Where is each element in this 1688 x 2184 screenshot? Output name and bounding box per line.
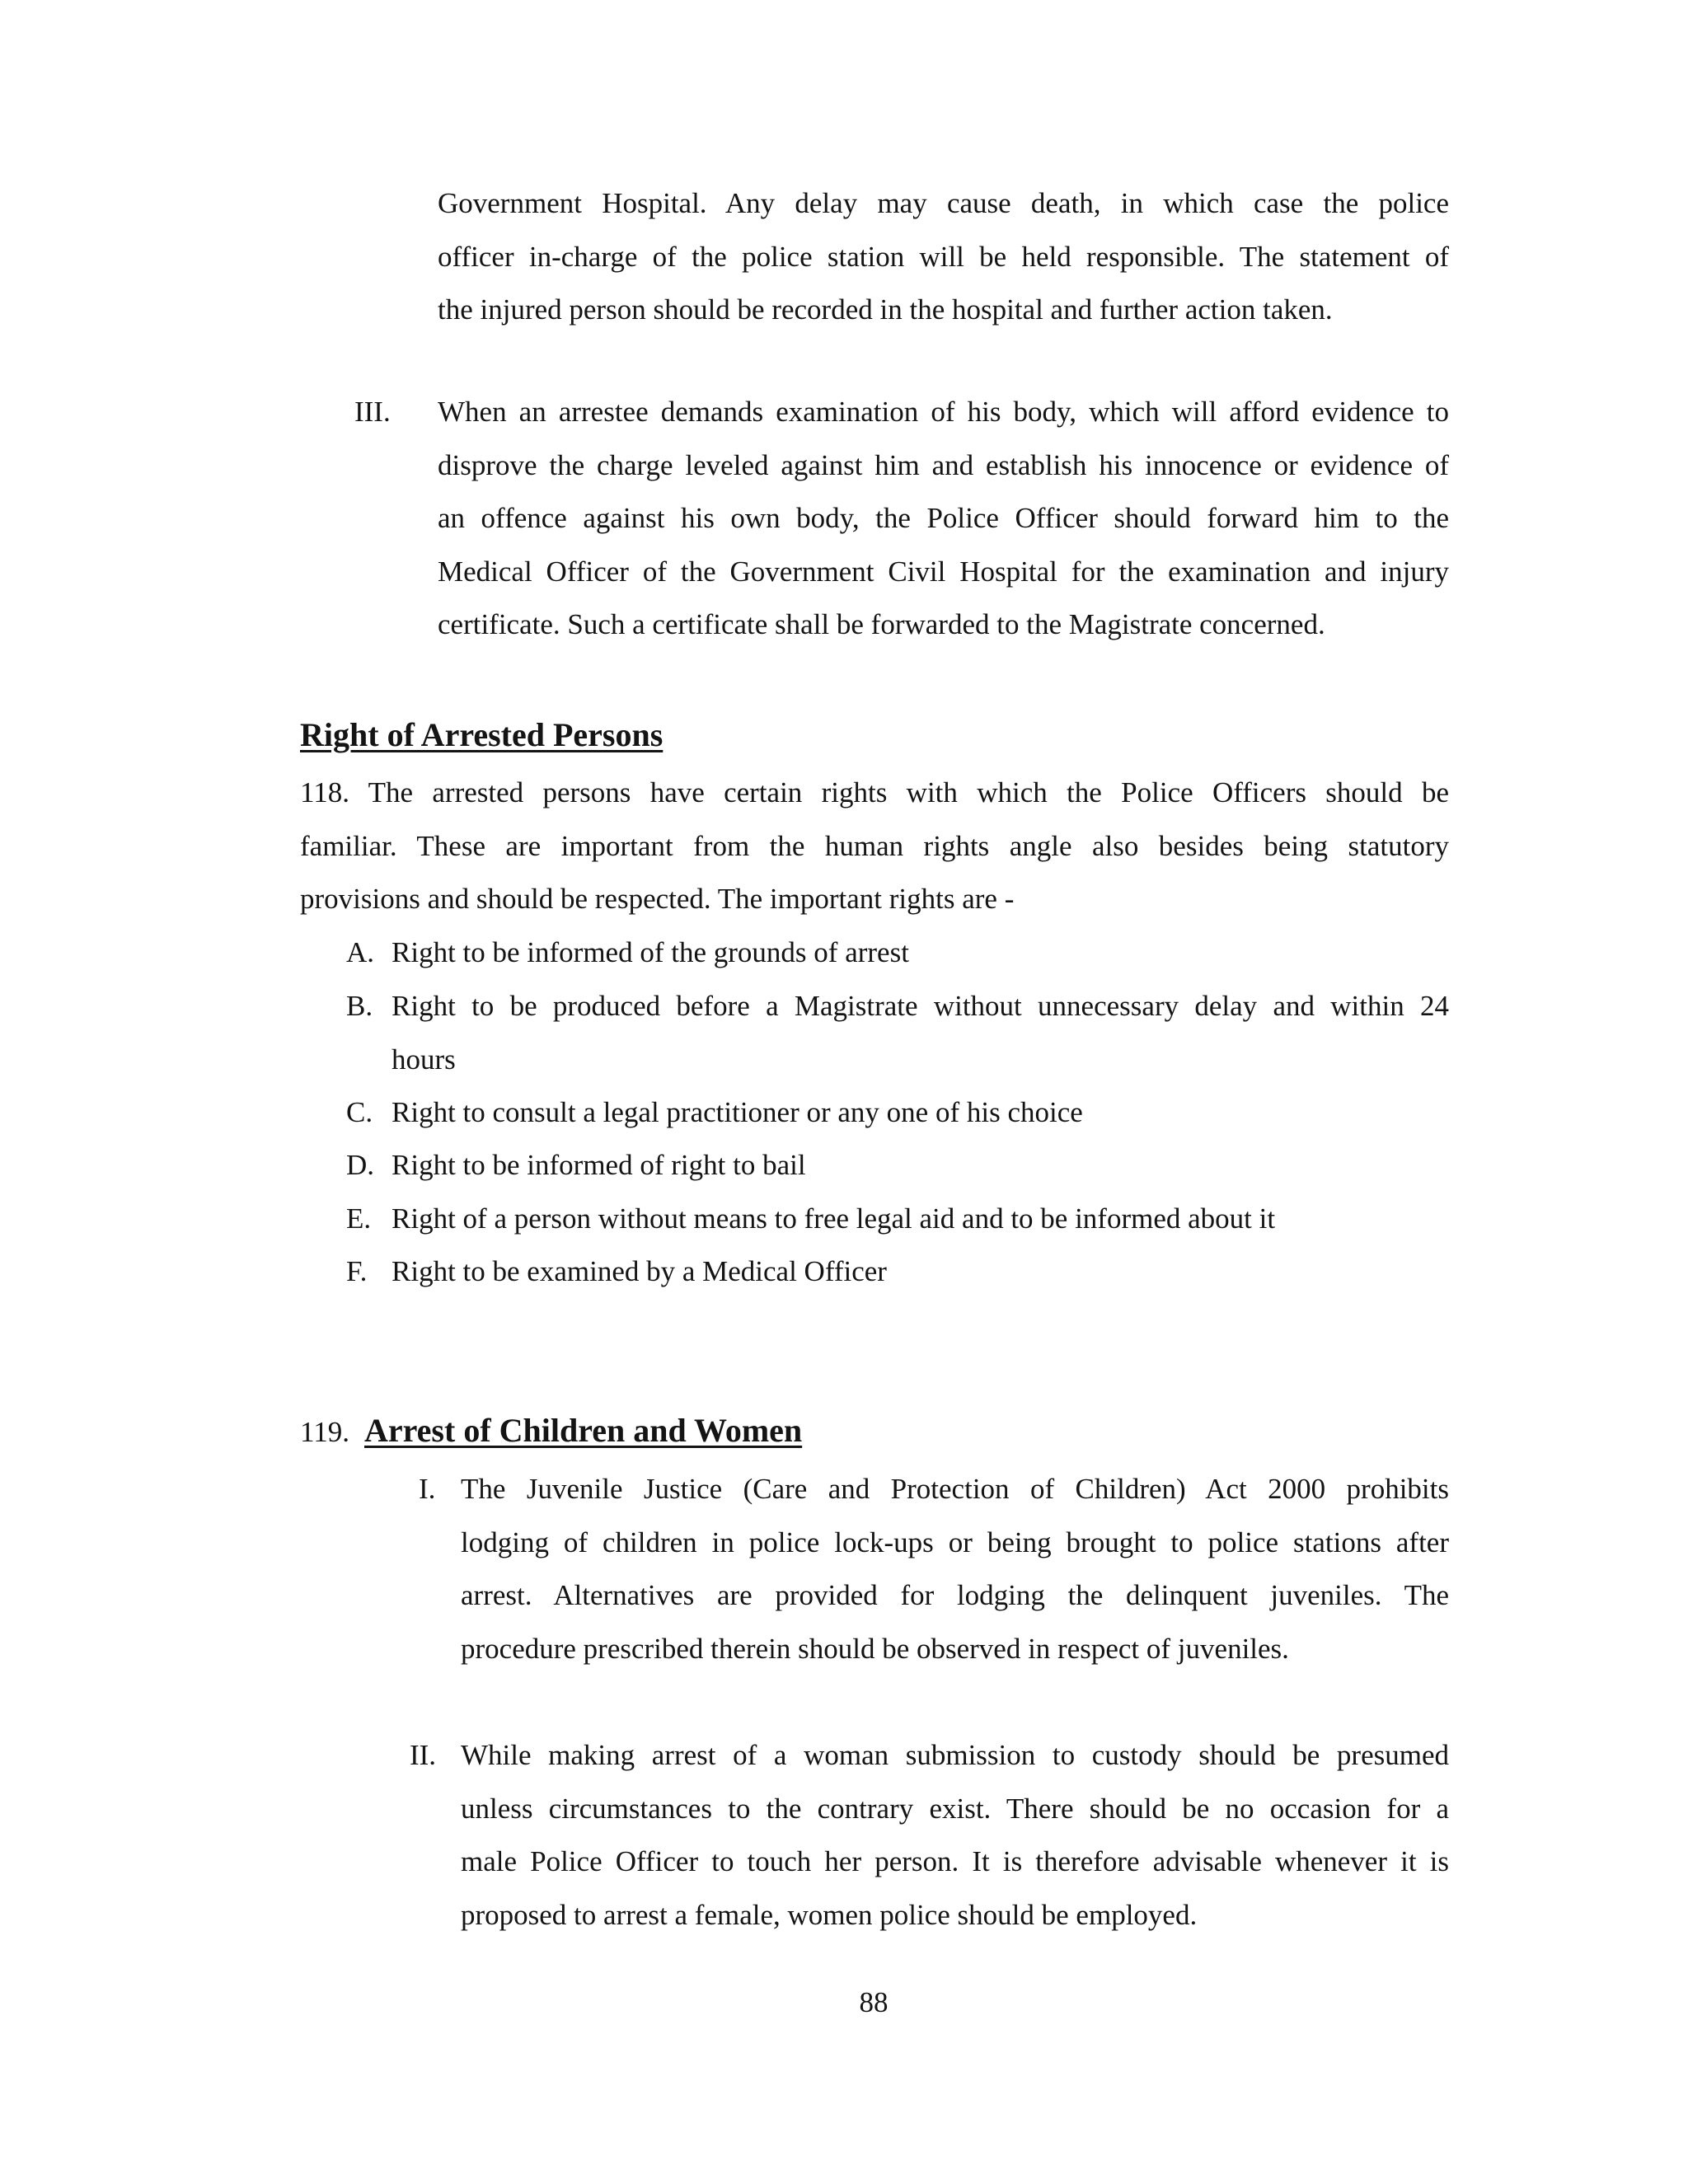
paragraph-line: unless circumstances to the contrary exist. There should be no occasion for a [461, 1792, 1449, 1825]
list-item-text: Right to be informed of the grounds of arrest [392, 936, 909, 968]
item-ii-paragraph [461, 1729, 1449, 1942]
list-marker-c: C. [346, 1096, 373, 1128]
paragraph-line: proposed to arrest a female, women police should be employed. [461, 1898, 1198, 1931]
list-item [392, 926, 1449, 980]
list-marker-a: A. [346, 936, 375, 968]
list-item [392, 1086, 1449, 1140]
paragraph-line: disprove the charge leveled against him and establish his innocence or evidence of [438, 448, 1449, 481]
list-marker-ii: II. [410, 1739, 437, 1771]
list-item-text: hours [392, 1043, 456, 1076]
paragraph-line: procedure prescribed therein should be observed in respect of juveniles. [461, 1632, 1289, 1665]
list-marker-f: F. [346, 1255, 368, 1287]
list-marker-b: B. [346, 990, 373, 1022]
paragraph-line: the injured person should be recorded in the hospital and further action taken. [438, 293, 1333, 326]
paragraph-line: While making arrest of a woman submission to custody should be presumed [461, 1739, 1449, 1771]
paragraph-line: When an arrestee demands examination of his body, which will afford evidence to [438, 396, 1449, 428]
list-marker-i: I. [419, 1473, 436, 1505]
list-item [392, 980, 1449, 1086]
list-marker-d: D. [346, 1149, 375, 1181]
list-item-text: Right to be examined by a Medical Officer [392, 1255, 887, 1287]
section-heading-rights: Right of Arrested Persons [300, 716, 663, 753]
paragraph-line: male Police Officer to touch her person. It is therefore advisable whenever it is [461, 1845, 1449, 1878]
list-item [392, 1245, 1449, 1299]
paragraph-line: an offence against his own body, the Police Officer should forward him to the [438, 502, 1449, 535]
list-marker-e: E. [346, 1202, 372, 1235]
list-item-text: Right to be informed of right to bail [392, 1149, 806, 1181]
paragraph-line: lodging of children in police lock-ups or being brought to police stations after [461, 1526, 1449, 1558]
paragraph-line: 118. The arrested persons have certain rights with which the Police Officers should be [300, 776, 1449, 808]
list-marker-iii: III. [354, 396, 391, 428]
continued-paragraph [438, 177, 1449, 337]
list-item-text: Right of a person without means to free legal aid and to be informed about it [392, 1202, 1276, 1235]
paragraph-line: familiar. These are important from the human rights angle also besides being statutory [300, 829, 1449, 862]
page-number: 88 [859, 1986, 889, 2018]
section-heading-children-women: Arrest of Children and Women [364, 1412, 803, 1449]
section-number-119: 119. [300, 1416, 349, 1448]
paragraph-line: Government Hospital. Any delay may cause death, in which case the police [438, 187, 1449, 219]
paragraph-line: arrest. Alternatives are provided for lodging the delinquent juveniles. The [461, 1579, 1449, 1612]
list-item [392, 1139, 1449, 1193]
list-item [392, 1193, 1449, 1246]
paragraph-line: The Juvenile Justice (Care and Protection of Children) Act 2000 prohibits [461, 1473, 1449, 1505]
paragraph-line: provisions and should be respected. The important rights are - [300, 883, 1015, 916]
paragraph-line: officer in-charge of the police station will be held responsible. The statement of [438, 240, 1449, 273]
item-i-paragraph [461, 1463, 1449, 1675]
item-iii-paragraph [438, 386, 1449, 652]
paragraph-118 [300, 766, 1449, 926]
paragraph-line: Medical Officer of the Government Civil Hospital for the examination and injury [438, 555, 1449, 588]
list-item-text: Right to be produced before a Magistrate without unnecessary delay and within 24 [392, 990, 1449, 1022]
list-item-text: Right to consult a legal practitioner or any one of his choice [392, 1096, 1083, 1128]
paragraph-line: certificate. Such a certificate shall be forwarded to the Magistrate concerned. [438, 608, 1325, 641]
